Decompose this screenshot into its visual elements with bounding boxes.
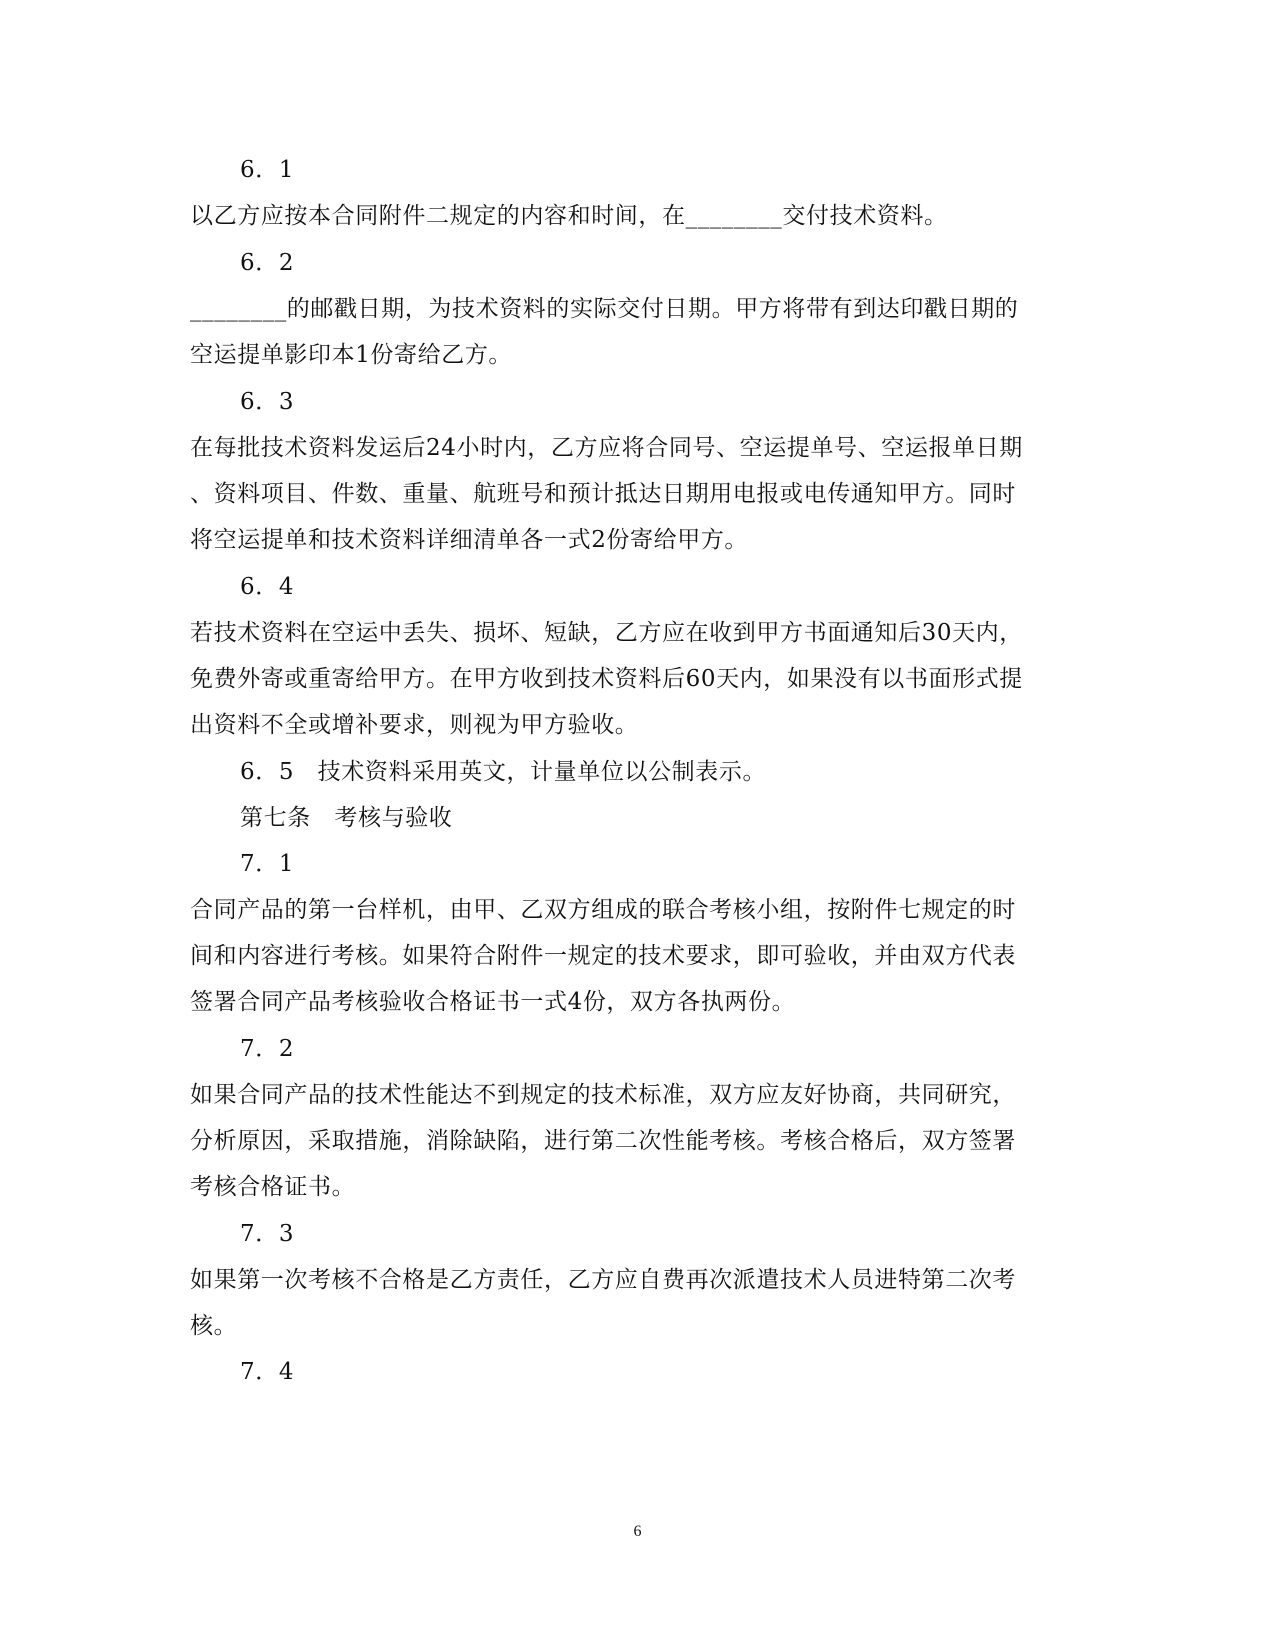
page-number: 6 <box>633 1523 642 1540</box>
clause-text-6-3-line-3: 将空运提单和技术资料详细清单各一式2份寄给甲方。 <box>190 527 749 553</box>
article-7-heading: 第七条 考核与验收 <box>240 805 453 831</box>
clause-text-7-3-line-1: 如果第一次考核不合格是乙方责任，乙方应自费再次派遣技术人员进特第二次考 <box>190 1267 1016 1293</box>
clause-number-7-4: 7．4 <box>240 1359 295 1385</box>
clause-text-7-1-line-1: 合同产品的第一台样机，由甲、乙双方组成的联合考核小组，按附件七规定的时 <box>190 897 1016 923</box>
clause-number-7-3: 7．3 <box>240 1221 295 1247</box>
clause-text-6-2-line-2: 空运提单影印本1份寄给乙方。 <box>190 342 513 368</box>
clause-text-7-2-line-2: 分析原因，采取措施，消除缺陷，进行第二次性能考核。考核合格后，双方签署 <box>190 1128 1016 1154</box>
clause-text-6-1: 以乙方应按本合同附件二规定的内容和时间，在________交付技术资料。 <box>190 203 948 229</box>
clause-number-6-1: 6．1 <box>240 157 295 183</box>
clause-text-6-4-line-3: 出资料不全或增补要求，则视为甲方验收。 <box>190 712 639 738</box>
clause-text-6-4-line-2: 免费外寄或重寄给甲方。在甲方收到技术资料后60天内，如果没有以书面形式提 <box>190 666 1023 692</box>
clause-number-6-2: 6．2 <box>240 250 295 276</box>
clause-number-7-2: 7．2 <box>240 1036 295 1062</box>
clause-text-6-4-line-1: 若技术资料在空运中丢失、损坏、短缺，乙方应在收到甲方书面通知后30天内， <box>190 620 1023 646</box>
clause-text-7-2-line-3: 考核合格证书。 <box>190 1174 356 1200</box>
clause-text-7-3-line-2: 核。 <box>190 1313 238 1339</box>
clause-number-6-3: 6．3 <box>240 389 295 415</box>
clause-text-7-2-line-1: 如果合同产品的技术性能达不到规定的技术标准，双方应友好协商，共同研究， <box>190 1082 1016 1108</box>
clause-text-6-3-line-2: 、资料项目、件数、重量、航班号和预计抵达日期用电报或电传通知甲方。同时 <box>190 481 1016 507</box>
clause-text-7-1-line-2: 间和内容进行考核。如果符合附件一规定的技术要求，即可验收，并由双方代表 <box>190 943 1016 969</box>
clause-text-7-1-line-3: 签署合同产品考核验收合格证书一式4份，双方各执两份。 <box>190 989 796 1015</box>
clause-text-6-2-line-1: ________的邮戳日期，为技术资料的实际交付日期。甲方将带有到达印戳日期的 <box>190 296 1019 322</box>
clause-number-7-1: 7．1 <box>240 851 295 877</box>
clause-text-6-3-line-1: 在每批技术资料发运后24小时内，乙方应将合同号、空运提单号、空运报单日期 <box>190 435 1023 461</box>
clause-number-6-4: 6．4 <box>240 574 295 600</box>
clause-6-5: 6．5 技术资料采用英文，计量单位以公制表示。 <box>240 759 767 785</box>
